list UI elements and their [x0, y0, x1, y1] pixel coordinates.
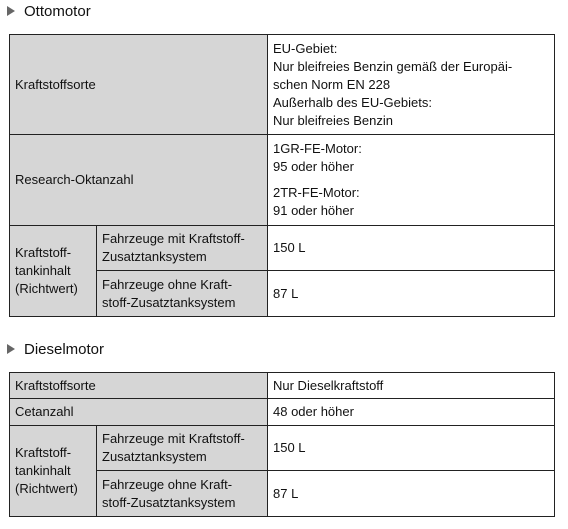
- section-title: Dieselmotor: [24, 340, 105, 358]
- with-aux-tank-value: 150 L: [268, 226, 555, 271]
- with-aux-line: Fahrzeuge mit Kraftstoff-: [102, 231, 245, 246]
- tank-label-line: tankinhalt: [15, 463, 71, 478]
- section-heading-dieselmotor: [6, 338, 104, 360]
- without-aux-line: Fahrzeuge ohne Kraft-: [102, 276, 233, 292]
- fuel-type-line: schen Norm EN 228: [273, 76, 391, 92]
- fuel-type-line: Außerhalb des EU-Gebiets:: [273, 94, 432, 110]
- octane-2tr-title: 2TR-FE-Motor:: [273, 185, 360, 200]
- without-aux-tank-label: [97, 471, 268, 517]
- tank-label-line: (Richtwert): [15, 481, 78, 496]
- tank-label-line: (Richtwert): [15, 281, 78, 296]
- with-aux-line: Fahrzeuge mit Kraftstoff-: [102, 431, 245, 446]
- cetane-label: Cetanzahl: [10, 399, 268, 426]
- with-aux-tank-label: [97, 226, 268, 271]
- octane-value: [268, 135, 555, 226]
- dieselmotor-spec-table: [9, 372, 555, 517]
- section-title: Ottomotor: [24, 2, 91, 20]
- fuel-type-value: Nur Dieselkraftstoff: [268, 373, 555, 399]
- tank-capacity-label: [10, 426, 97, 517]
- without-aux-tank-value: 87 L: [268, 471, 555, 517]
- fuel-type-line: EU-Gebiet:: [273, 40, 338, 56]
- triangle-bullet-icon: [7, 344, 15, 354]
- without-aux-line: Fahrzeuge ohne Kraft-: [102, 476, 233, 492]
- without-aux-line: stoff-Zusatztanksystem: [102, 294, 236, 310]
- octane-2tr-value: 91 oder höher: [273, 203, 354, 218]
- ottomotor-spec-table: [9, 34, 555, 317]
- tank-label-line: tankinhalt: [15, 263, 71, 278]
- without-aux-line: stoff-Zusatztanksystem: [102, 494, 236, 510]
- with-aux-tank-label: [97, 426, 268, 471]
- octane-1gr-title: 1GR-FE-Motor:: [273, 141, 362, 156]
- tank-label-line: Kraftstoff-: [15, 245, 72, 260]
- without-aux-tank-value: 87 L: [268, 271, 555, 317]
- fuel-type-label: Kraftstoffsorte: [10, 35, 268, 135]
- tank-capacity-label: [10, 226, 97, 317]
- with-aux-tank-value: 150 L: [268, 426, 555, 471]
- fuel-type-line: Nur bleifreies Benzin gemäß der Europäi-: [273, 58, 513, 74]
- fuel-type-line: Nur bleifreies Benzin: [273, 112, 393, 128]
- section-heading-ottomotor: [6, 0, 91, 22]
- fuel-type-label: Kraftstoffsorte: [10, 373, 268, 399]
- with-aux-line: Zusatztanksystem: [102, 449, 207, 464]
- cetane-value: 48 oder höher: [268, 399, 555, 426]
- octane-label: Research-Oktanzahl: [10, 135, 268, 226]
- octane-1gr-value: 95 oder höher: [273, 159, 354, 174]
- triangle-bullet-icon: [7, 6, 15, 16]
- tank-label-line: Kraftstoff-: [15, 445, 72, 460]
- without-aux-tank-label: [97, 271, 268, 317]
- fuel-type-value: [268, 35, 555, 135]
- with-aux-line: Zusatztanksystem: [102, 249, 207, 264]
